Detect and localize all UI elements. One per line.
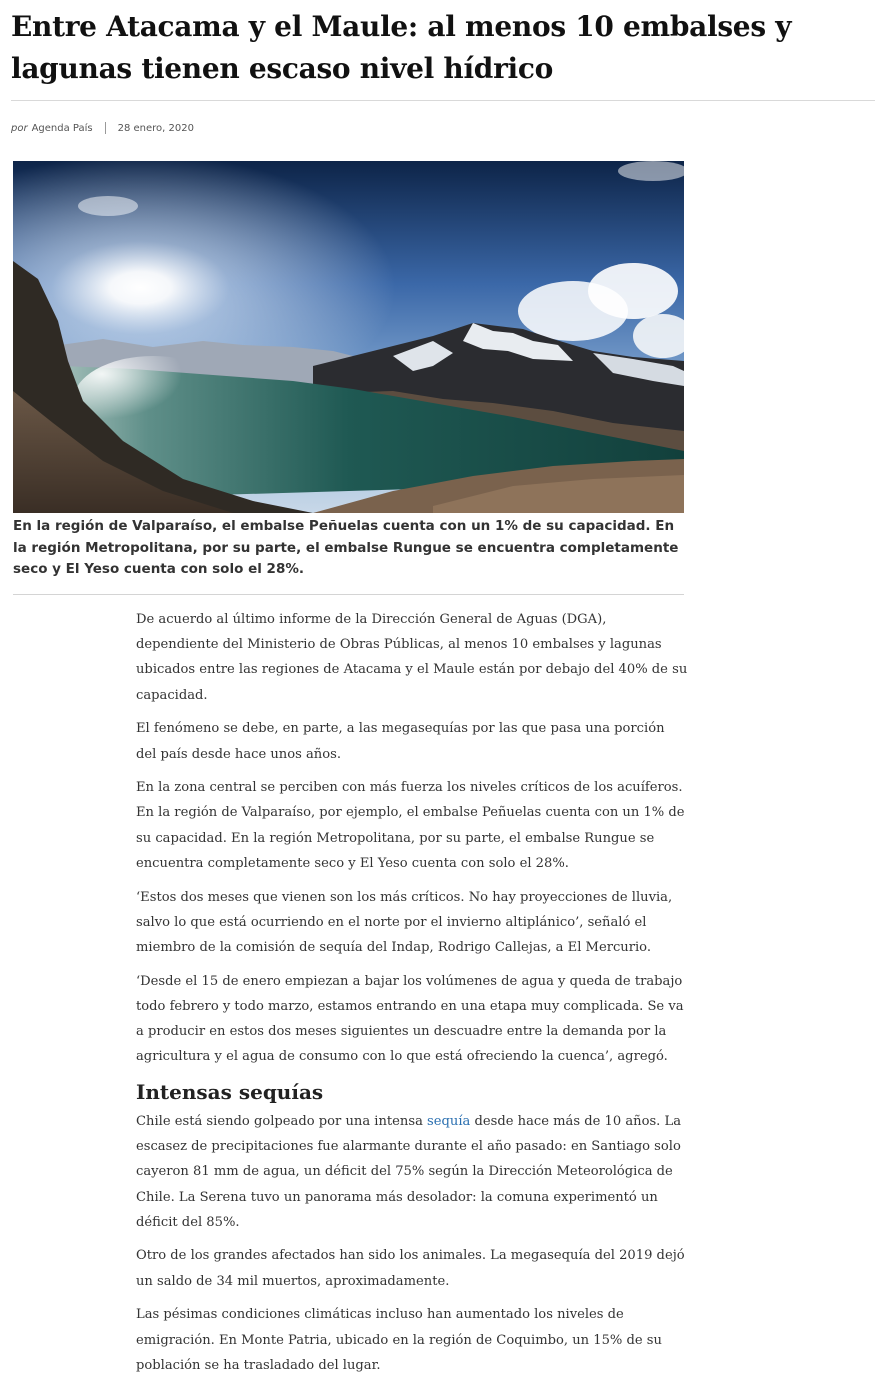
section-heading: Intensas sequías [136,1079,324,1104]
image-caption: En la región de Valparaíso, el embalse Peñuelas cuenta con un 1% de su capacidad. En la región Metropolitana, por su parte, el embalse Rungue se encuentra completamente seco y El Yeso cuenta con solo el 28%. [13,518,679,577]
paragraph: ‘Desde el 15 de enero empiezan a bajar los volúmenes de agua y queda de trabajo todo febrero y todo marzo, estamos entrando en una etapa muy complicada. Se va a producir en estos dos meses siguientes un descuadre entre la demanda por la agricultura y el agua de consumo con lo que está ofreciendo la cuenca’, agregó. [136,973,684,1065]
author-link[interactable]: Agenda País [31,122,93,134]
paragraph: En la zona central se perciben con más fuerza los niveles críticos de los acuíferos. En la región de Valparaíso, por ejemplo, el embalse Peñuelas cuenta con un 1% de su capacidad. En la región Metropolitana, por su parte, el embalse Rungue se encuentra completamente seco y El Yeso cuenta con solo el 28%. [136,780,685,871]
sequia-link[interactable]: sequía [427,1113,471,1129]
paragraph-with-link [136,1109,688,1235]
mountain-lake-photo [13,161,684,513]
paragraph: Las pésimas condiciones climáticas incluso han aumentado los niveles de emigración. En Monte Patria, ubicado en la región de Coquimbo, un 15% de su población se ha trasladado del lugar. [136,1307,662,1373]
byline-prefix: por [11,122,28,134]
publish-date: 28 enero, 2020 [117,122,194,134]
paragraph: Otro de los grandes afectados han sido los animales. La megasequía del 2019 dejó un saldo de 34 mil muertos, aproximadamente. [136,1248,685,1289]
byline-separator [105,122,106,134]
article-title: Entre Atacama y el Maule: al menos 10 embalses y lagunas tienen escaso nivel hídrico [11,10,792,85]
paragraph: ‘Estos dos meses que vienen son los más críticos. No hay proyecciones de lluvia, salvo lo que está ocurriendo en el norte por el invierno altiplánico’, señaló el miembro de la comisión de sequía del Indap, Rodrigo Callejas, a El Mercurio. [136,889,673,955]
paragraph-text: desde hace más de 10 años. La escasez de precipitaciones fue alarmante durante el año pasado: en Santiago solo cayeron 81 mm de agua, un déficit del 75% según la Dirección Meteorológica de Chile. La Serena tuvo un panorama más desolador: la comuna experimentó un déficit del 85%. [136,1113,682,1230]
paragraph: El fenómeno se debe, en parte, a las megasequías por las que pasa una porción del país desde hace unos años. [136,721,665,762]
article-body [136,607,688,1386]
paragraph-text: Chile está siendo golpeado por una intensa [136,1113,428,1129]
byline [11,122,194,134]
caption-divider [13,594,684,595]
title-divider [11,100,875,101]
paragraph: De acuerdo al último informe de la Dirección General de Aguas (DGA), dependiente del Ministerio de Obras Públicas, al menos 10 embalses y lagunas ubicados entre las regiones de Atacama y el Maule están por debajo del 40% de su capacidad. [136,612,688,703]
